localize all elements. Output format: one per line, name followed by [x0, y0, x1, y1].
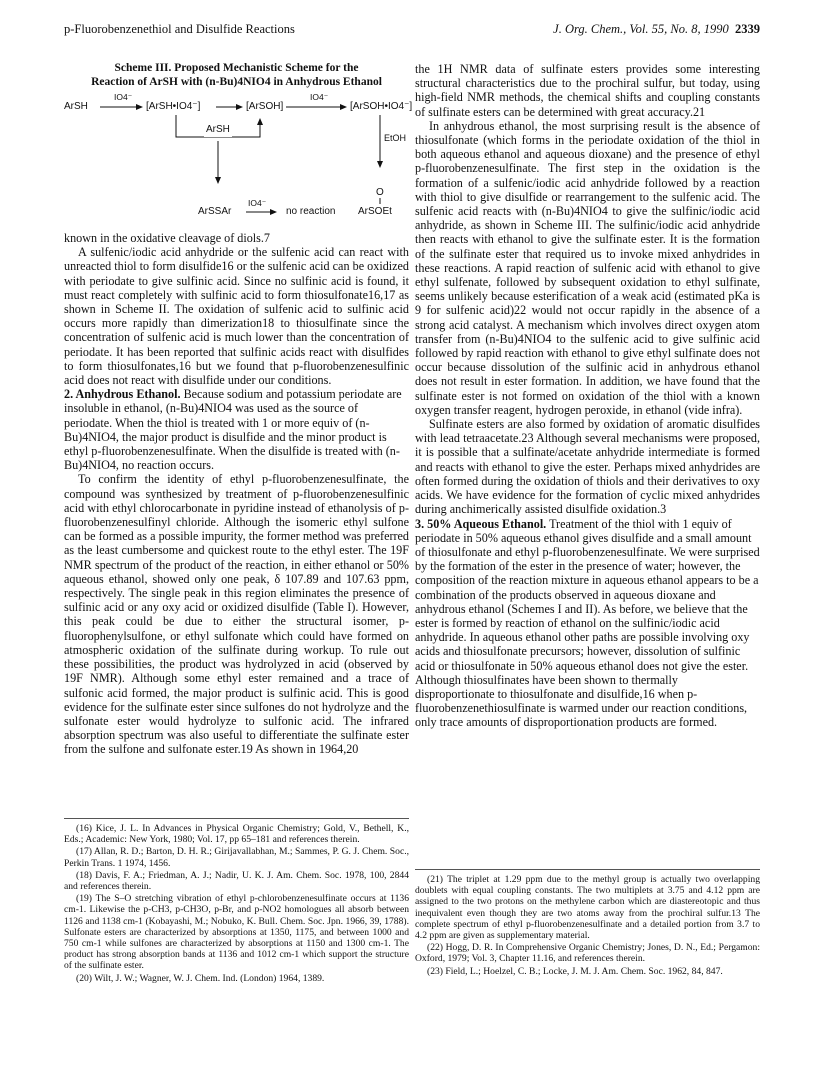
intermediate-complex-1: [ArSH•IO4⁻] [146, 101, 201, 112]
footnote-21: (21) The triplet at 1.29 ppm due to the methyl group is actually two overlapping doublets with equal coupling constants. The two multiplets at 3.75 and 4.12 ppm are assigned to the two protons on the methylene carbon which are diastereotopic and thus inequivalent even though they are two atoms away from the prochiral sulfur.13 The complete spectrum of ethyl p-fluorobenzenesulfinate and a detailed portion from 3.7 to 4.2 ppm are given as supplementary material. [415, 874, 760, 942]
footnote-rule [64, 818, 409, 819]
footnote-16: (16) Kice, J. L. In Advances in Physical Organic Chemistry; Gold, V., Bethell, K., Eds.; Academic: New York, 1980; Vol. 17, pp 65–181 and references therein. [64, 823, 409, 846]
reagent-label-1: IO4⁻ [114, 92, 133, 102]
journal-citation: J. Org. Chem., Vol. 55, No. 8, 1990 [553, 22, 729, 36]
footnote-20: (20) Wilt, J. W.; Wagner, W. J. Chem. Ind. (London) 1964, 1389. [76, 972, 325, 984]
footnotes-right [415, 869, 760, 978]
no-reaction-label: no reaction [286, 206, 336, 217]
footnote-22: (22) Hogg, D. R. In Comprehensive Organic Chemistry; Jones, D. N., Ed.; Pergamon: Oxford, 1979; Vol. 3, Chapter 11.16, and references therein. [415, 942, 760, 965]
left-column [64, 62, 413, 757]
footnote-rule [415, 869, 760, 870]
reactant-arsh: ArSH [64, 101, 88, 112]
footnote-18: (18) Davis, F. A.; Friedman, A. J.; Nadir, U. K. J. Am. Chem. Soc. 1978, 100, 2844 and references therein. [64, 869, 409, 893]
scheme-title-line-2: Reaction of ArSH with (n-Bu)4NIO4 in Anhydrous Ethanol [91, 75, 382, 88]
paragraph-text: Because sodium and potassium periodate are insoluble in ethanol, (n-Bu)4NIO4 was used as the source of periodate. When the thiol is treated with 1 or more equiv of (n-Bu)4NIO4, the major product is disulfide and the minor product is ethyl p-fluorobenzenesulfinate. When the disulfide is treated with (n-Bu)4NIO4, no reaction occurs. [64, 387, 402, 473]
paragraph: To confirm the identity of ethyl p-fluorobenzenesulfinate, the compound was synthesized by treatment of p-fluorobenzenesulfinic acid with ethyl chlorocarbonate in pyridine instead of ethanolysis of p-fluorobenzenesulfinyl chloride. Although the isomeric ethyl sulfone can be formed as a possible impurity, the former method was preferred as the least cumbersome and quickest route to the ethyl ester. The 19F NMR spectrum of the product of the reaction, in either ethanol or 50% aqueous ethanol, showed only one peak, δ 107.89 and 107.63 ppm, respectively. The single peak in this region eliminates the presence of sulfinic acid or any oxy acid or oxidized disulfide (Table I). However, this peak could be due to either the structural isomer, p-fluorophenylsulfone, or ethyl sulfonate which could have formed on atmospheric oxidation of the sulfinate during workup. To rule out these possibilities, the product was hydrolyzed in acid (observed by 19F NMR). Although some ethyl ester remained and a trace of sulfonic acid formed, the major product is sulfinic acid. This is good evidence for the sulfinate ester since sulfones do not hydrolyze and the sulfonate ester would hydrolyze to sulfonic acid. The infrared absorption spectrum was also useful to differentiate the sulfinate ester from the sulfone and sulfonate ester.19 As shown in 1964,20 [64, 472, 409, 757]
section-heading: 3. 50% Aqueous Ethanol. [415, 516, 547, 531]
running-head-citation [553, 22, 760, 37]
scheme-title [72, 62, 401, 89]
footnote-17: (17) Allan, R. D.; Barton, D. H. R.; Girijavallabhan, M.; Sammes, P. G. J. Chem. Soc., Perkin Trans. 1 1974, 1456. [64, 846, 409, 869]
reagent-label-3: IO4⁻ [248, 198, 267, 208]
oxygen-atom: O [376, 187, 384, 198]
paragraph: the 1H NMR data of sulfinate esters provides some interesting structural characteristics due to the prochiral sulfur, but today, using high-field NMR methods, the chemical shifts and coupling constants of sulfinate esters can be determined with great accuracy.21 [415, 62, 760, 119]
reagent-label-2: IO4⁻ [310, 92, 329, 102]
intermediate-sulfenic-acid: [ArSOH] [246, 101, 284, 112]
product-sulfinate-ester: ArSOEt [358, 206, 392, 217]
running-head-title: p-Fluorobenzenethiol and Disulfide Reactions [64, 22, 295, 36]
etoh-label: EtOH [384, 133, 407, 143]
section-heading: 2. Anhydrous Ethanol. [64, 387, 181, 402]
footnote-23: (23) Field, L.; Hoelzel, C. B.; Locke, J. M. J. Am. Chem. Soc. 1962, 84, 847. [427, 965, 723, 977]
paragraph-text: Treatment of the thiol with 1 equiv of periodate in 50% aqueous ethanol gives disulfide and a small amount of thiosulfonate and ethyl p-fluorobenzenesulfinate. We were surprised by the formation of the ester in the presence of water; however, the composition of the reaction mixture in aqueous ethanol appears to be a combination of the products observed in aqueous dioxane and anhydrous ethanol (Schemes I and II). As before, we believe that the ester is formed by reaction of ethanol on the sulfinic/iodic acid anhydride. In aqueous ethanol other paths are possible involving oxy acids and thiosulfonate precursors; however, dissolution of sulfinic acid or thiosulfonate in 50% aqueous ethanol does not give the ester. Although thiosulfinates have been shown to thermally disproportionate to thiosulfonate and disulfide,16 when p-fluorobenzenethiosulfinate is warmed under our reaction conditions, only trace amounts of disproportionation products are formed. [415, 516, 760, 730]
product-disulfide: ArSSAr [198, 206, 232, 217]
page-number: 2339 [735, 22, 760, 36]
loop-label: ArSH [204, 123, 232, 137]
footnotes-left [64, 818, 409, 985]
reaction-scheme [64, 92, 413, 225]
paragraph: known in the oxidative cleavage of diols.7 [64, 231, 270, 245]
paragraph: In anhydrous ethanol, the most surprising result is the absence of thiosulfonate (which forms in the periodate oxidation of the thiol in both aqueous ethanol and aqueous dioxane) and the presence of ethyl p-fluorobenzenesulfinate. The first step in the oxidation is the formation of a sulfenic/iodic acid anhydride followed by a reaction with thiol to give disulfide or rearrangement to the sulfenic acid. The sulfenic acid reacts with (n-Bu)4NIO4 to give the sulfinic/iodic acid anhydride, as shown in Scheme III. The sulfinic/iodic acid anhydride then reacts with ethanol to give the sulfinate ester. It is the formation of the sulfinate ester that required us to invoke mixed anhydrides in these reactions. A rapid reaction of sulfenic acid with ethanol to give ethyl sulfenate, followed by subsequent oxidation to ethyl sulfinate, seems unlikely because esterification of a weak acid (estimated pKa is 9 for sulfenic acid)22 would not occur rapidly in the absence of a strong acid catalyst. A mechanism which involves direct oxygen atom transfer from (n-Bu)4NIO4 to the sulfenic acid to give sulfinic acid followed by rapid reaction with ethanol to give ethyl sulfinate does not occur because dissolution of the sulfinic acid in anhydrous ethanol does not result in ester formation. In addition, we have found that the sulfinate ester is not formed on oxidation of the thiol with a known oxygen transfer reagent, hydrogen peroxide, in ethanol (vide infra). [415, 118, 760, 417]
intermediate-complex-2: [ArSOH•IO4⁻] [350, 101, 413, 112]
footnote-19: (19) The S–O stretching vibration of ethyl p-chlorobenzenesulfinate occurs at 1136 cm-1. Likewise the p-CH3, p-CH3O, p-Br, and p-NO2 homologues all absorb between 1126 and 1138 cm-1 (Kobayashi, M.; Nobuko, K. Bull. Chem. Soc. Jpn. 1966, 39, 1788). Sulfonate esters are characterized by absorptions at 1350, 1175, and between 1000 and 750 cm-1 while sulfones are characterized by absorptions at 1150 and 1300 cm-1. The product has strong absorption bands at 1136 and 1012 cm-1 which support the structure of the sulfinate ester. [64, 893, 409, 972]
paragraph: A sulfenic/iodic acid anhydride or the sulfenic acid can react with unreacted thiol to form disulfide16 or the sulfenic acid can be oxidized with periodate to give sulfinic acid. Since no sulfinic acid is found, it must react completely with sulfinic acid to form thiosulfonate16,17 as shown in Scheme II. The oxidation of sulfenic acid to sulfinic acid occurs more rapidly than dimerization18 to thiosulfinate since the concentration of sulfenic acid is much lower than the concentration of periodate. It has been reported that sulfinic acids react with disulfides to form thiosulfonates,16 but we found that p-fluorobenzenesulfinic acid does not react with disulfide under our conditions. [64, 245, 409, 388]
running-head [64, 22, 760, 40]
paragraph: Sulfinate esters are also formed by oxidation of aromatic disulfides with lead tetraacetate.23 Although several mechanisms were proposed, it is possible that a sulfinate/acetate anhydride intermediate is formed and reacts with ethanol to give the ester. Perhaps mixed anhydrides are often formed during the oxidation of thiols and their derivatives to oxy acids. We have evidence for the formation of cyclic mixed anhydrides during anchimerically assisted disulfide oxidation.3 [415, 417, 760, 517]
scheme-title-line-1: Scheme III. Proposed Mechanistic Scheme for the [114, 62, 359, 74]
right-column [415, 62, 760, 730]
